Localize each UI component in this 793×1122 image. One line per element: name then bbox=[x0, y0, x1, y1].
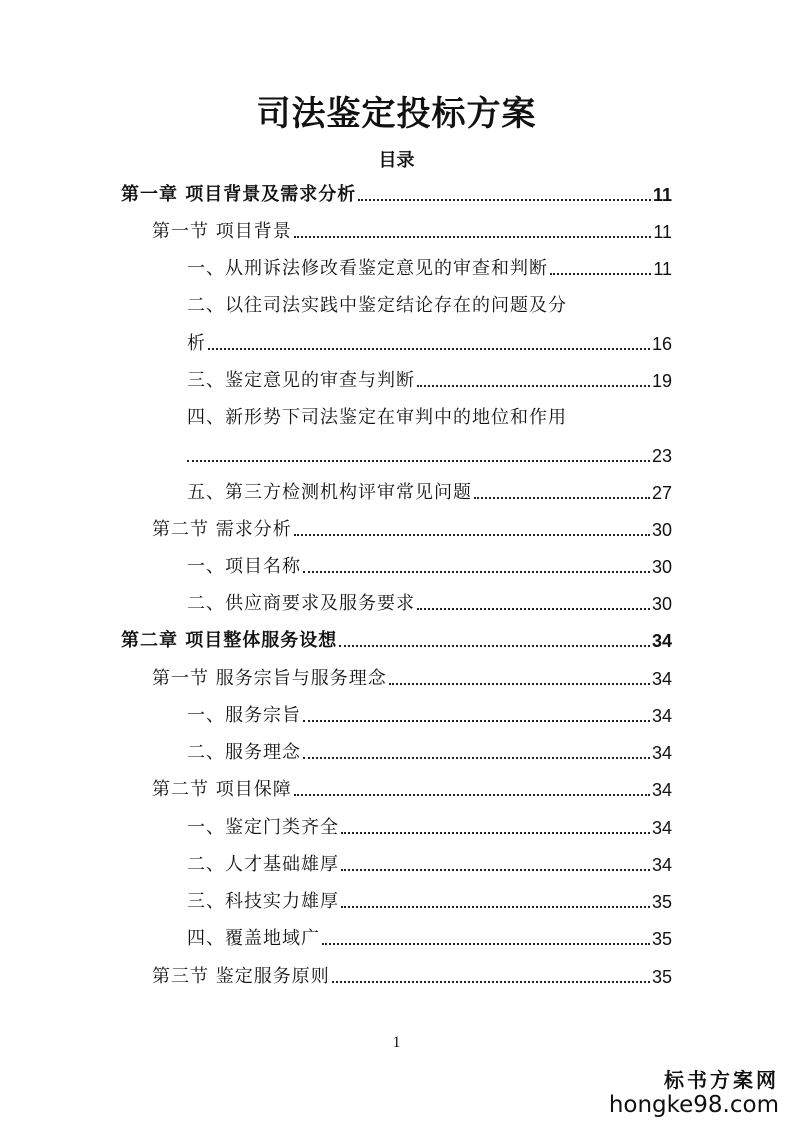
toc-leader bbox=[389, 683, 650, 685]
watermark-site-name: 标书方案网 bbox=[664, 1068, 779, 1092]
document-title: 司法鉴定投标方案 bbox=[256, 94, 537, 134]
toc-leader bbox=[358, 199, 651, 201]
toc-item-2-2-1[interactable] bbox=[187, 809, 672, 839]
toc-page: 11 bbox=[652, 185, 672, 205]
toc-page: 19 bbox=[651, 371, 672, 391]
toc-label: 第二章 项目整体服务设想 bbox=[121, 630, 338, 651]
toc-leader bbox=[187, 460, 650, 462]
toc-page: 34 bbox=[651, 631, 672, 651]
toc-item-1-1-2[interactable] bbox=[187, 325, 672, 355]
toc-leader bbox=[417, 385, 650, 387]
toc-label: 第二节 项目保障 bbox=[152, 779, 292, 800]
toc-leader bbox=[341, 869, 650, 871]
toc-page: 30 bbox=[651, 557, 672, 577]
toc-leader bbox=[474, 497, 650, 499]
toc-leader bbox=[322, 943, 650, 945]
toc-label: 一、服务宗旨 bbox=[187, 705, 301, 726]
toc-leader bbox=[294, 794, 650, 796]
toc-page: 27 bbox=[651, 483, 672, 503]
toc-label: 一、项目名称 bbox=[187, 556, 301, 577]
toc-page: 35 bbox=[651, 892, 672, 912]
page-number: 1 bbox=[392, 1034, 401, 1051]
toc-leader bbox=[550, 273, 651, 275]
toc-page: 11 bbox=[653, 222, 672, 242]
toc-leader bbox=[294, 534, 650, 536]
toc-leader bbox=[303, 720, 650, 722]
toc-section-2-1[interactable] bbox=[152, 660, 672, 690]
toc-label: 一、从刑诉法修改看鉴定意见的审查和判断 bbox=[187, 258, 548, 279]
toc-leader bbox=[341, 906, 650, 908]
toc-label: 一、鉴定门类齐全 bbox=[187, 817, 339, 838]
toc-heading: 目录 bbox=[378, 150, 415, 171]
toc-leader bbox=[339, 645, 650, 647]
toc-page: 11 bbox=[653, 259, 672, 279]
toc-item-1-1-3[interactable] bbox=[187, 362, 672, 392]
toc-leader bbox=[294, 236, 652, 238]
toc-label: 二、服务理念 bbox=[187, 742, 301, 763]
toc-page: 35 bbox=[651, 929, 672, 949]
toc-item-1-2-2[interactable] bbox=[187, 585, 672, 615]
toc-page: 30 bbox=[651, 520, 672, 540]
watermark bbox=[609, 1068, 779, 1118]
toc-leader bbox=[303, 757, 650, 759]
toc-page: 35 bbox=[651, 967, 672, 987]
toc-label: 二、供应商要求及服务要求 bbox=[187, 593, 415, 614]
toc-label: 三、鉴定意见的审查与判断 bbox=[187, 370, 415, 391]
toc-page: 34 bbox=[651, 818, 672, 838]
toc-page: 34 bbox=[651, 855, 672, 875]
toc-label: 第一章 项目背景及需求分析 bbox=[121, 184, 357, 205]
toc-item-2-1-2[interactable] bbox=[187, 734, 672, 764]
toc-item-1-1-5[interactable] bbox=[187, 474, 672, 504]
toc-label: 析 bbox=[187, 333, 206, 354]
toc-item-1-2-1[interactable] bbox=[187, 548, 672, 578]
toc-label: 第二节 需求分析 bbox=[152, 519, 292, 540]
toc-item-1-1-4[interactable] bbox=[187, 437, 672, 467]
toc-label: 三、科技实力雄厚 bbox=[187, 891, 339, 912]
toc-label: 二、人才基础雄厚 bbox=[187, 854, 339, 875]
toc-section-2-3[interactable] bbox=[152, 958, 672, 988]
toc-leader bbox=[332, 981, 650, 983]
toc-item-1-1-1[interactable] bbox=[187, 250, 672, 280]
toc-item-2-2-2[interactable] bbox=[187, 846, 672, 876]
toc-section-2-2[interactable] bbox=[152, 771, 672, 801]
toc-item-1-1-2-line1[interactable]: 二、以往司法实践中鉴定结论存在的问题及分 bbox=[187, 295, 567, 316]
toc-page: 34 bbox=[651, 669, 672, 689]
toc-label: 第三节 鉴定服务原则 bbox=[152, 966, 330, 987]
toc-leader bbox=[417, 608, 650, 610]
toc-label: 五、第三方检测机构评审常见问题 bbox=[187, 482, 472, 503]
toc-chapter-1[interactable] bbox=[121, 176, 672, 206]
toc-label: 第一节 服务宗旨与服务理念 bbox=[152, 668, 387, 689]
toc-item-2-1-1[interactable] bbox=[187, 697, 672, 727]
toc-page: 34 bbox=[651, 743, 672, 763]
toc-leader bbox=[303, 571, 650, 573]
toc-section-1-1[interactable] bbox=[152, 213, 672, 243]
toc-label: 四、覆盖地域广 bbox=[187, 928, 320, 949]
toc-leader bbox=[341, 832, 650, 834]
toc-leader bbox=[208, 348, 650, 350]
toc-page: 16 bbox=[651, 334, 672, 354]
toc-chapter-2[interactable] bbox=[121, 622, 672, 652]
toc-item-2-2-4[interactable] bbox=[187, 920, 672, 950]
toc-item-1-1-4-line1[interactable]: 四、新形势下司法鉴定在审判中的地位和作用 bbox=[187, 407, 567, 428]
toc-page: 30 bbox=[651, 594, 672, 614]
toc-page: 34 bbox=[651, 780, 672, 800]
toc-page: 34 bbox=[651, 706, 672, 726]
toc-section-1-2[interactable] bbox=[152, 511, 672, 541]
toc-page: 23 bbox=[651, 446, 672, 466]
watermark-url: hongke98.com bbox=[608, 1092, 779, 1118]
toc-item-2-2-3[interactable] bbox=[187, 883, 672, 913]
toc-label: 第一节 项目背景 bbox=[152, 221, 292, 242]
